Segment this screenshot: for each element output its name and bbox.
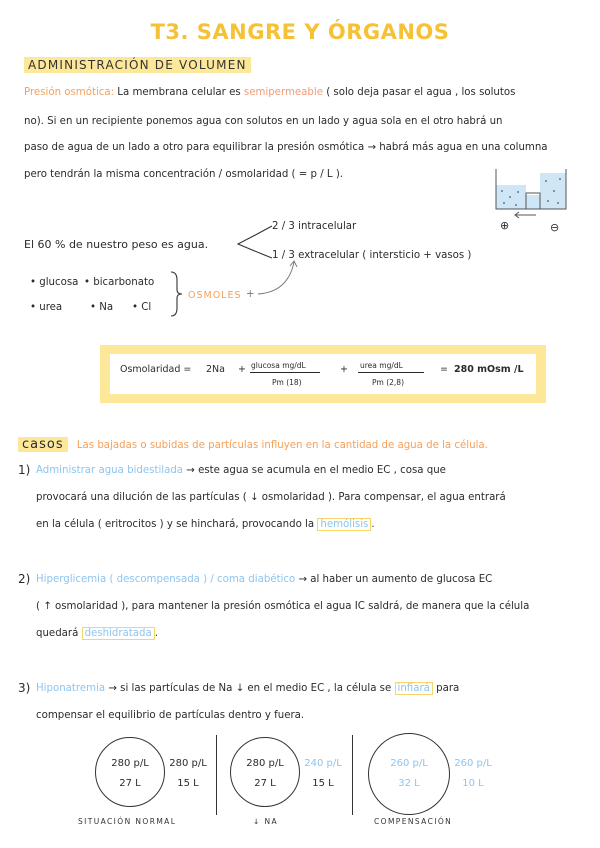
- caso-2-boxed-term: deshidratada: [82, 627, 155, 640]
- cell-na-in-top: 280 p/L: [246, 758, 284, 769]
- curved-arrow-icon: [254, 258, 304, 298]
- cell-comp-out-bot: 10 L: [462, 778, 484, 789]
- branch-extracelular: 1 / 3 extracelular ( intersticio + vasos ): [272, 250, 472, 261]
- branch-intracelular: 2 / 3 intracelular: [272, 221, 357, 232]
- cell-na-in-bot: 27 L: [254, 778, 276, 789]
- cell-comp-in-top: 260 p/L: [390, 758, 428, 769]
- cell-na-out-top: 240 p/L: [304, 758, 342, 769]
- term-semipermeable: semipermeable: [243, 87, 323, 98]
- casos-heading: casos: [18, 437, 68, 452]
- formula-numerator-urea: urea mg/dL: [360, 361, 403, 370]
- paragraph-line-3: paso de agua de un lado a otro para equilibrar la presión osmótica → habrá más agua en una columna: [24, 142, 548, 153]
- cell-normal-in-top: 280 p/L: [111, 758, 149, 769]
- caso-1-line-1: Administrar agua bidestilada → este agua se acumula en el medio EC , cosa que: [36, 465, 446, 476]
- caso-1-term: Administrar agua bidestilada: [36, 465, 184, 476]
- caso-1-line-2: provocará una dilución de las partículas ( ↓ osmolaridad ). Para compensar, el agua entrará: [36, 492, 506, 503]
- caso-3-number: 3): [18, 681, 31, 695]
- caso-2-line-3: quedará deshidratada .: [36, 628, 159, 639]
- term-presion-osmotica: Presión osmótica:: [24, 87, 115, 98]
- formula-plus-2: +: [340, 364, 348, 375]
- paragraph-line-4: pero tendrán la misma concentración / osmolaridad ( = p / L ).: [24, 169, 344, 180]
- caso-3-line-1: Hiponatremia → si las partículas de Na ↓ en el medio EC , la célula se infiará para: [36, 683, 460, 694]
- cell-normal-out-bot: 15 L: [177, 778, 199, 789]
- cell-circle-normal: [95, 737, 165, 807]
- caso-2-line-2: ( ↑ osmolaridad ), para mantener la presión osmótica el agua IC saldrá, de manera que la célula: [36, 601, 530, 612]
- caption-situacion-normal: SITUACIÓN NORMAL: [78, 817, 177, 826]
- caso-1-boxed-term: hemólisis: [317, 518, 371, 531]
- osmol-na: • Na: [90, 302, 114, 313]
- caption-na: ↓ NA: [253, 817, 279, 826]
- caso-2-line-1: Hiperglicemia ( descompensada ) / coma diabético → al haber un aumento de glucosa EC: [36, 574, 493, 585]
- formula-numerator-glucosa: glucosa mg/dL: [251, 361, 306, 370]
- formula-result: 280 mOsm /L: [454, 364, 524, 375]
- osmol-glucosa: • glucosa: [30, 277, 79, 288]
- paragraph-line-1: Presión osmótica: La membrana celular es semipermeable ( solo deja pasar el agua , los solutos: [24, 87, 516, 98]
- caso-1-number: 1): [18, 463, 31, 477]
- osmol-urea: • urea: [30, 302, 63, 313]
- cell-comp-in-bot: 32 L: [398, 778, 420, 789]
- osmoles-plus: +: [246, 289, 255, 300]
- osmol-bicarbonato: • bicarbonato: [84, 277, 155, 288]
- osmol-cl: • Cl: [132, 302, 152, 313]
- casos-header: [18, 437, 488, 452]
- formula-lhs: Osmolaridad =: [120, 364, 192, 375]
- paragraph-line-2: no). Si en un recipiente ponemos agua con solutos en un lado y agua sola en el otro habrá un: [24, 116, 503, 127]
- caso-2-number: 2): [18, 572, 31, 586]
- caso-2-term: Hiperglicemia ( descompensada ) / coma diabético: [36, 574, 296, 585]
- formula-fraction-line-1: [250, 372, 320, 373]
- caso-1-line-3: en la célula ( eritrocitos ) y se hinchará, provocando la hemólisis .: [36, 519, 375, 530]
- curly-brace-icon: [168, 270, 184, 318]
- formula-equals: =: [440, 364, 448, 375]
- cell-circle-compensacion: [368, 733, 450, 815]
- caso-3-term: Hiponatremia: [36, 683, 106, 694]
- minus-sign-icon: ⊖: [550, 221, 560, 234]
- cell-comp-out-top: 260 p/L: [454, 758, 492, 769]
- divider-1: [216, 735, 217, 815]
- water-percentage-text: El 60 % de nuestro peso es agua.: [24, 238, 209, 251]
- cell-na-out-bot: 15 L: [312, 778, 334, 789]
- caption-compensacion: COMPENSACIÓN: [374, 817, 453, 826]
- formula-plus-1: +: [238, 364, 246, 375]
- branch-bracket-icon: [236, 222, 276, 262]
- cell-normal-in-bot: 27 L: [119, 778, 141, 789]
- formula-denominator-1: Pm (18): [272, 378, 302, 387]
- divider-2: [352, 735, 353, 815]
- formula-fraction-line-2: [358, 372, 424, 373]
- page-title: T3. SANGRE Y ÓRGANOS: [150, 20, 450, 44]
- formula-denominator-2: Pm (2,8): [372, 378, 404, 387]
- cell-normal-out-top: 280 p/L: [169, 758, 207, 769]
- casos-intro: Las bajadas o subidas de partículas influyen en la cantidad de agua de la célula.: [76, 440, 488, 451]
- caso-3-line-2: compensar el equilibrio de partículas dentro y fuera.: [36, 710, 305, 721]
- caso-3-boxed-term: infiará: [395, 682, 433, 695]
- section-heading-volumen: ADMINISTRACIÓN DE VOLUMEN: [24, 57, 251, 73]
- cell-circle-na: [230, 737, 300, 807]
- formula-2na: 2Na: [206, 364, 225, 375]
- plus-sign-icon: ⊕: [500, 219, 510, 232]
- osmoles-label: OSMOLES: [188, 290, 242, 301]
